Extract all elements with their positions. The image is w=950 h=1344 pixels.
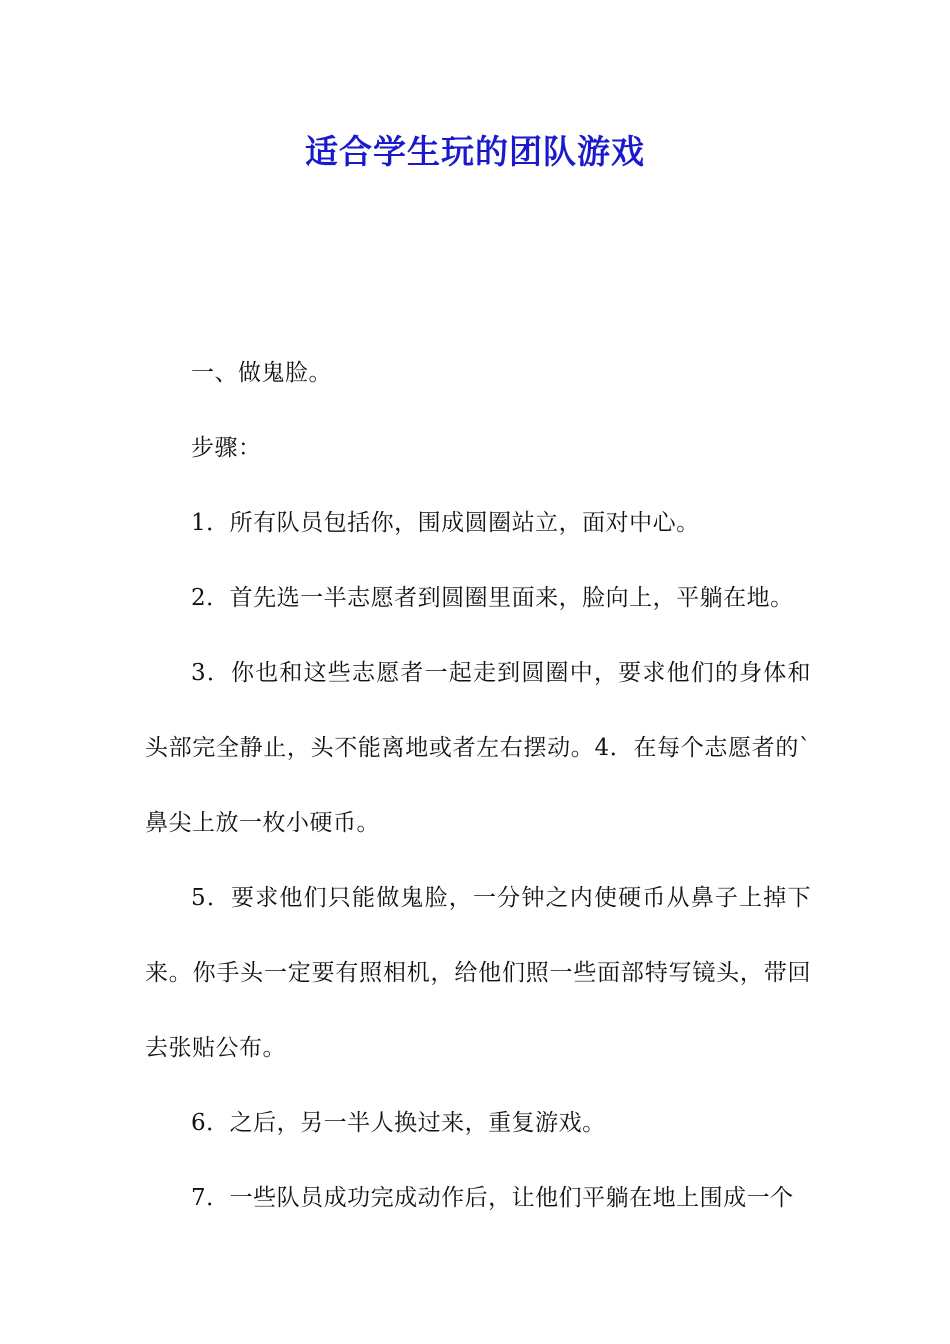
step-paragraph: 6．之后，另一半人换过来，重复游戏。 bbox=[191, 1110, 606, 1136]
steps-label: 步骤： bbox=[191, 435, 262, 461]
section-heading: 一、做鬼脸。 bbox=[191, 360, 332, 386]
document-body bbox=[145, 336, 811, 1236]
step-paragraph: 7．一些队员成功完成动作后，让他们平躺在地上围成一个 bbox=[191, 1185, 794, 1211]
step-paragraph: 2．首先选一半志愿者到圆圈里面来，脸向上，平躺在地。 bbox=[191, 585, 794, 611]
step-paragraph: 3．你也和这些志愿者一起走到圆圈中，要求他们的身体和头部完全静止，头不能离地或者左右摆动。4．在每个志愿者的`鼻尖上放一枚小硬币。 bbox=[145, 660, 811, 836]
step-paragraph: 5．要求他们只能做鬼脸，一分钟之内使硬币从鼻子上掉下来。你手头一定要有照相机，给他们照一些面部特写镜头，带回去张贴公布。 bbox=[145, 885, 811, 1061]
step-paragraph: 1．所有队员包括你，围成圆圈站立，面对中心。 bbox=[191, 510, 700, 536]
document-title: 适合学生玩的团队游戏 bbox=[305, 132, 645, 171]
